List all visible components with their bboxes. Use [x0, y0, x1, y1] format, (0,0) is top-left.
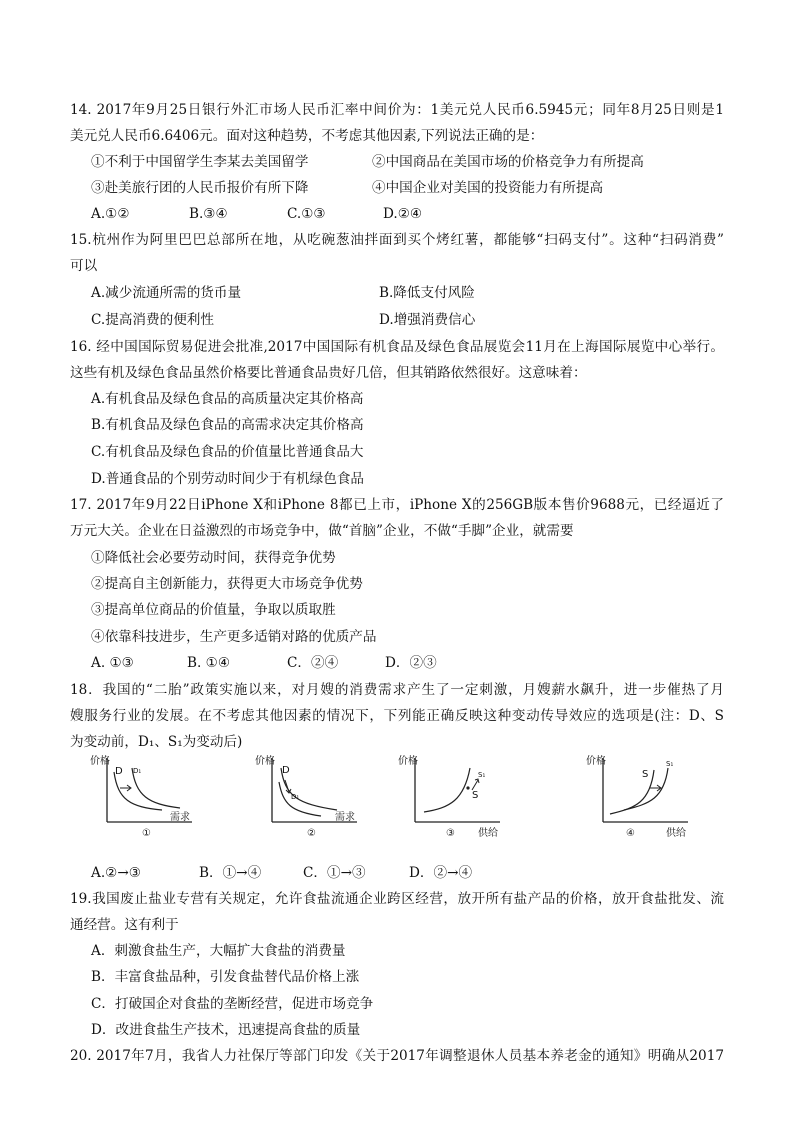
graph-2-ylabel: 价格 [255, 756, 275, 767]
graph-4-svg [586, 752, 696, 842]
graph-4-label-s: S [642, 769, 649, 780]
graph-3-ylabel: 价格 [398, 756, 418, 767]
q17-choices [91, 654, 491, 672]
q14-choice-c: C.①③ [287, 206, 326, 222]
q19-option-d: D．改进食盐生产技术，迅速提高食盐的质量 [91, 1022, 361, 1038]
q14-option-3: ③赴美旅行团的人民币报价有所下降 [91, 180, 309, 196]
graph-4 [586, 752, 696, 842]
q17-choice-b: B. ①④ [187, 655, 231, 671]
q18-stem-line2: 嫂服务行业的发展。在不考虑其他因素的情况下，下列能正确反映这种变动传导效应的选项是(注：D、S [70, 708, 724, 724]
q14-choices [91, 205, 491, 223]
q18-stem-line3: 为变动前，D₁、S₁为变动后) [70, 734, 243, 750]
q19-option-a: A．刺激食盐生产，大幅扩大食盐的消费量 [91, 943, 346, 959]
graph-2-label-d: D [282, 765, 290, 776]
graph-1-number: ① [142, 828, 151, 839]
graph-1-ylabel: 价格 [90, 756, 110, 767]
q18-stem-line1: 18．我国的“二胎”政策实施以来，对月嫂的消费需求产生了一定刺激，月嫂薪水飙升，进一步催热了月 [70, 682, 724, 698]
graph-3-svg [398, 752, 508, 842]
graph-1-svg [90, 752, 200, 842]
q17-choice-c: C．②④ [287, 655, 339, 671]
q15-stem-line2: 可以 [70, 258, 98, 274]
graph-2-xlabel: 需求 [335, 812, 355, 823]
q16-stem-line1: 16. 经中国国际贸易促进会批准,2017中国国际有机食品及绿色食品展览会11月在上海国际展览中心举行。 [70, 339, 724, 355]
graph-1-label-d1: D₁ [133, 767, 142, 775]
q15-option-a: A.减少流通所需的货币量 [91, 285, 242, 301]
q17-choice-a: A. ①③ [91, 655, 134, 671]
q20-stem-line1: 20. 2017年7月，我省人力社保厅等部门印发《关于2017年调整退休人员基本养老金的通知》明确从2017 [70, 1048, 724, 1064]
q14-stem-line1: 14. 2017年9月25日银行外汇市场人民币汇率中间价为：1美元兑人民币6.5945元；同年8月25日则是1 [70, 102, 724, 118]
q16-stem-line2: 这些有机及绿色食品虽然价格要比普通食品贵好几倍，但其销路依然很好。这意味着： [70, 365, 587, 381]
q14-stem-line2: 美元兑人民币6.6406元。面对这种趋势，不考虑其他因素,下列说法正确的是： [70, 128, 544, 144]
q18-choices [91, 864, 511, 882]
graph-3-label-s: S [472, 790, 479, 801]
q15-option-d: D.增强消费信心 [379, 312, 476, 328]
graph-1-curve-d [114, 772, 162, 810]
graph-3-label-s1: S₁ [478, 771, 486, 779]
q19-stem-line2: 通经营。这有利于 [70, 917, 179, 933]
q14-choice-a: A.①② [91, 206, 130, 222]
graph-2-number: ② [307, 828, 316, 839]
graph-3-xlabel: 供给 [478, 828, 498, 839]
q15-option-c: C.提高消费的便利性 [91, 312, 214, 328]
q17-option-2: ②提高自主创新能力，获得更大市场竞争优势 [91, 576, 363, 592]
graph-4-label-s1: S₁ [666, 760, 674, 768]
q14-option-2: ②中国商品在美国市场的价格竞争力有所提高 [372, 154, 644, 170]
q19-option-b: B．丰富食盐品种，引发食盐替代品价格上涨 [91, 969, 360, 985]
graph-3-curve-s [424, 768, 470, 812]
q14-option-4: ④中国企业对美国的投资能力有所提高 [372, 180, 604, 196]
graph-2 [255, 752, 365, 842]
graph-4-xlabel: 供给 [666, 828, 686, 839]
graph-3-point [466, 786, 469, 789]
q17-option-3: ③提高单位商品的价值量，争取以质取胜 [91, 602, 336, 618]
graph-3-shift-arrow [472, 780, 478, 790]
q14-option-1: ①不利于中国留学生李某去美国留学 [91, 154, 309, 170]
graph-4-number: ④ [626, 828, 635, 839]
q16-option-c: C.有机食品及绿色食品的价值量比普通食品大 [91, 444, 364, 460]
graph-4-ylabel: 价格 [586, 756, 606, 767]
graph-1-xlabel: 需求 [170, 812, 190, 823]
graph-2-curve-d1 [279, 782, 321, 816]
q19-stem-line1: 19.我国废止盐业专营有关规定，允许食盐流通企业跨区经营，放开所有盐产品的价格，放开食盐批发、流 [70, 891, 724, 907]
graph-3-number: ③ [446, 828, 455, 839]
graph-2-label-d1: D₁ [291, 793, 300, 801]
q15-stem-line1: 15.杭州作为阿里巴巴总部所在地，从吃碗葱油拌面到买个烤红薯，都能够“扫码支付”。这种“扫码消费” [70, 232, 724, 248]
q18-choice-d: D．②→④ [409, 865, 473, 881]
q18-choice-b: B．①→④ [199, 865, 262, 881]
q17-option-1: ①降低社会必要劳动时间，获得竞争优势 [91, 550, 336, 566]
q16-option-a: A.有机食品及绿色食品的高质量决定其价格高 [91, 391, 364, 407]
graph-1 [90, 752, 200, 842]
q17-option-4: ④依靠科技进步，生产更多适销对路的优质产品 [91, 629, 377, 645]
q17-stem-line2: 万元大关。企业在日益激烈的市场竞争中，做“首脑”企业，不做“手脚”企业，就需要 [70, 523, 574, 539]
graph-2-svg [255, 752, 365, 842]
q18-choice-a: A.②→③ [91, 865, 141, 881]
q16-option-d: D.普通食品的个别劳动时间少于有机绿色食品 [91, 471, 365, 487]
q19-option-c: C．打破国企对食盐的垄断经营，促进市场竞争 [91, 996, 374, 1012]
graph-1-label-d: D [115, 766, 123, 777]
graph-3 [398, 752, 508, 842]
q14-choice-d: D.②④ [383, 206, 423, 222]
q15-option-b: B.降低支付风险 [379, 285, 475, 301]
q18-choice-c: C．①→③ [303, 865, 366, 881]
q17-choice-d: D．②③ [385, 655, 437, 671]
q18-graphs [80, 752, 740, 842]
q14-choice-b: B.③④ [189, 206, 228, 222]
q17-stem-line1: 17. 2017年9月22日iPhone X和iPhone 8都已上市，iPhone X的256GB版本售价9688元，已经逼近了 [70, 497, 724, 513]
q16-option-b: B.有机食品及绿色食品的高需求决定其价格高 [91, 417, 364, 433]
